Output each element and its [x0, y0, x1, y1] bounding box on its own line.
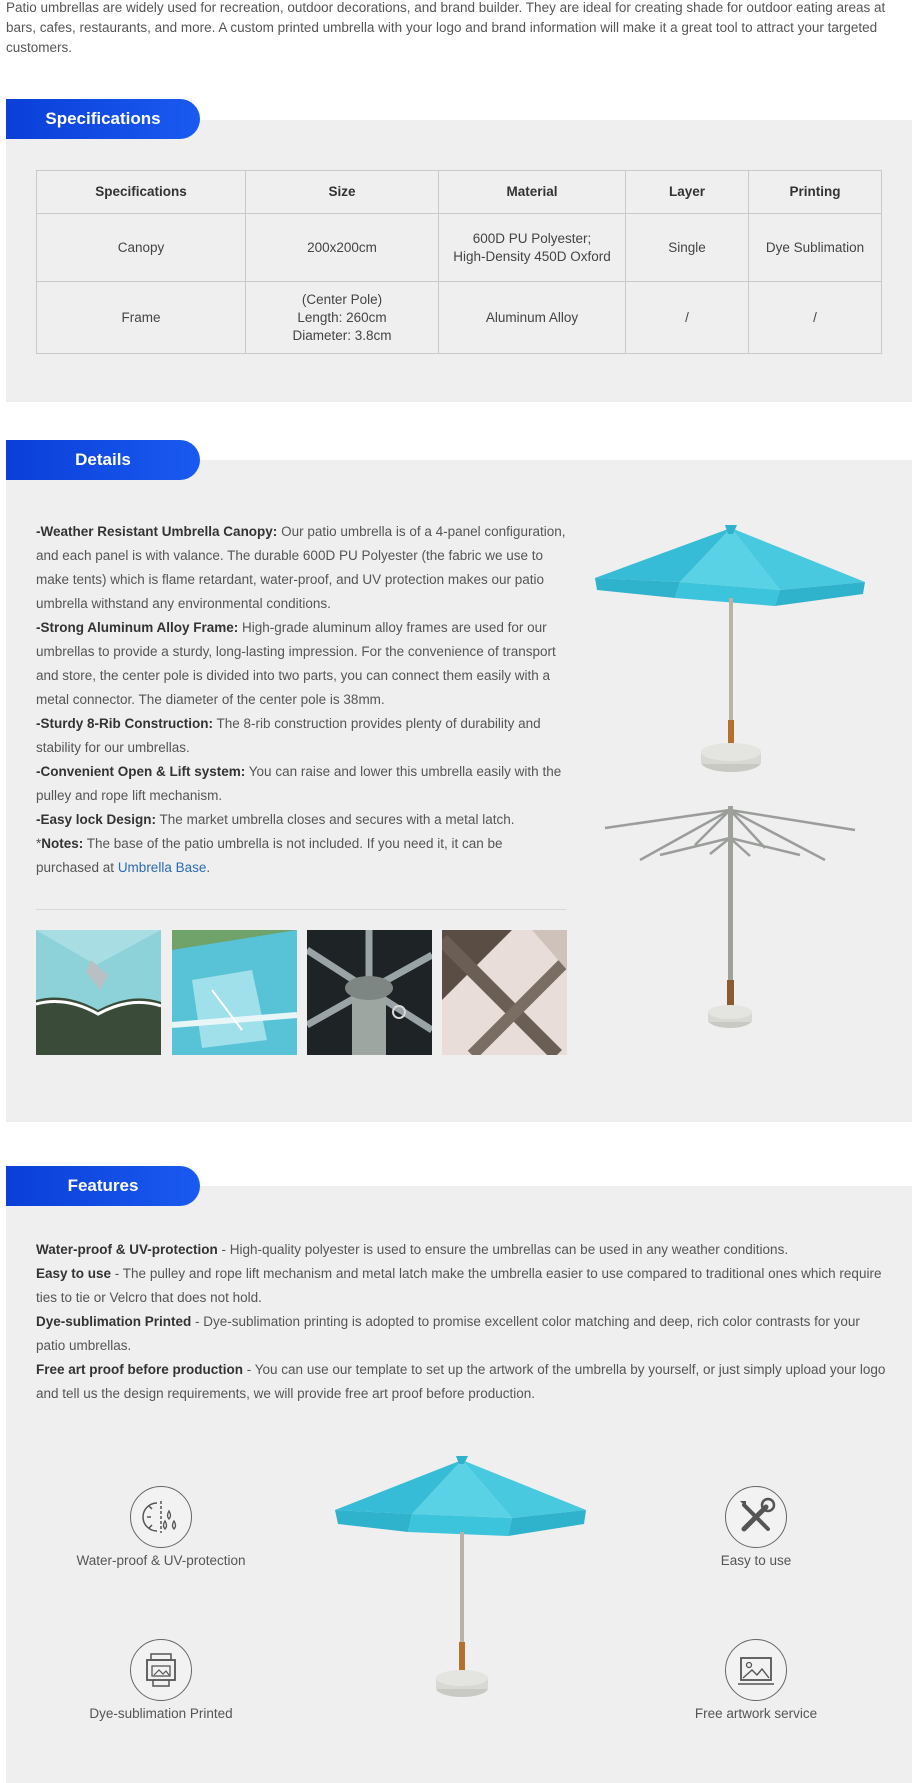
specifications-table	[36, 170, 882, 354]
table-cell	[439, 282, 626, 354]
detail-body: The 8-rib construction provides plenty of durability and stability for our umbrellas.	[36, 716, 541, 755]
feature-title: Dye-sublimation Printed	[36, 1314, 192, 1329]
features-tab: Features	[6, 1166, 200, 1206]
table-header: Material	[439, 171, 626, 214]
feature-item	[36, 1310, 886, 1358]
table-cell: /	[626, 282, 749, 354]
feature-title: Free art proof before production	[36, 1362, 244, 1377]
detail-body: The market umbrella closes and secures with a metal latch.	[156, 812, 515, 827]
frame-rib-image[interactable]	[442, 930, 567, 1055]
detail-note	[36, 832, 568, 880]
detail-title: -Easy lock Design:	[36, 812, 157, 827]
cell-line: (Center Pole)	[301, 291, 383, 307]
detail-item	[36, 712, 568, 760]
table-header: Printing	[749, 171, 882, 214]
detail-body: Our patio umbrella is of a 4-panel configuration, and each panel is with valance. The durable 600D PU Polyester (the fabric we use to make tents) which is flame retardant, water-proof, and UV protection makes our patio umbrella withstand any environmental conditions.	[36, 524, 566, 611]
note-end: .	[206, 860, 211, 875]
detail-title: -Convenient Open & Lift system:	[36, 764, 246, 779]
detail-body: High-grade aluminum alloy frames are used for our umbrellas to provide a sturdy, long-lasting impression. For the convenience of transport and store, the center pole is divided into two parts, you can connect them easily with a metal connector. The diameter of the center pole is 38mm.	[36, 620, 556, 707]
cell-line: Diameter: 3.8cm	[292, 327, 392, 343]
umbrella-open-image	[585, 520, 870, 795]
table-cell: Dye Sublimation	[749, 214, 882, 282]
waterproof-icon	[130, 1486, 192, 1548]
table-cell: Single	[626, 214, 749, 282]
cell-line: Aluminum Alloy	[485, 309, 579, 325]
detail-item	[36, 760, 568, 808]
specifications-tab: Specifications	[6, 99, 200, 139]
details-divider	[36, 909, 566, 910]
umbrella-feature-image	[330, 1452, 590, 1712]
umbrella-frame-image	[600, 800, 860, 1060]
feature-body: - The pulley and rope lift mechanism and metal latch make the umbrella easier to use compared to traditional ones which require ties to tie or Velcro that does not hold.	[36, 1266, 882, 1305]
note-title: Notes:	[41, 836, 84, 851]
note-text: The base of the patio umbrella is not included. If you need it, it can be purchased at	[36, 836, 503, 875]
table-cell	[246, 214, 439, 282]
detail-item	[36, 616, 568, 712]
feature-body: - Dye-sublimation printing is adopted to promise excellent color matching and deep, rich color contrasts for your patio umbrellas.	[36, 1314, 860, 1353]
note-prefix: *	[36, 836, 42, 851]
table-header: Specifications	[37, 171, 246, 214]
features-text	[36, 1238, 886, 1406]
feature-item	[36, 1262, 886, 1310]
umbrella-base-link[interactable]: Umbrella Base	[117, 860, 207, 875]
intro-paragraph: Patio umbrellas are widely used for recreation, outdoor decorations, and brand builder. They are ideal for creating shade for outdoor eating areas at bars, cafes, restaurants, and more. A custom printed umbrella with your logo and brand information will make it a great tool to attract your targeted customers.	[6, 0, 886, 55]
table-cell	[439, 214, 626, 282]
detail-item	[36, 808, 568, 832]
details-tab: Details	[6, 440, 200, 480]
detail-title: -Strong Aluminum Alloy Frame:	[36, 620, 239, 635]
table-row	[37, 282, 882, 354]
waterproof-label: Water-proof & UV-protection	[76, 1553, 246, 1568]
rib-hub-image[interactable]	[307, 930, 432, 1055]
feature-title: Easy to use	[36, 1266, 112, 1281]
table-header: Size	[246, 171, 439, 214]
cell-line: Length: 260cm	[297, 309, 387, 325]
easy-to-use-label: Easy to use	[720, 1553, 792, 1568]
free-artwork-label: Free artwork service	[694, 1706, 818, 1721]
detail-title: -Sturdy 8-Rib Construction:	[36, 716, 213, 731]
cell-line: 200x200cm	[307, 239, 377, 255]
feature-item	[36, 1358, 886, 1406]
table-cell: /	[749, 282, 882, 354]
table-header: Layer	[626, 171, 749, 214]
table-cell	[246, 282, 439, 354]
table-cell: Frame	[37, 282, 246, 354]
table-row	[37, 214, 882, 282]
feature-body: - High-quality polyester is used to ensure the umbrellas can be used in any weather conditions.	[217, 1242, 789, 1257]
printer-icon	[130, 1639, 192, 1701]
cell-line: High-Density 450D Oxford	[453, 248, 611, 264]
detail-body: You can raise and lower this umbrella easily with the pulley and rope lift mechanism.	[36, 764, 562, 803]
table-header-row	[37, 171, 882, 214]
cell-line: 600D PU Polyester;	[472, 230, 592, 246]
canopy-closeup-image[interactable]	[36, 930, 161, 1055]
detail-title: -Weather Resistant Umbrella Canopy:	[36, 524, 278, 539]
dye-sublimation-label: Dye-sublimation Printed	[89, 1706, 233, 1721]
canopy-edge-image[interactable]	[172, 930, 297, 1055]
easy-to-use-icon	[725, 1486, 787, 1548]
artwork-icon	[725, 1639, 787, 1701]
table-cell: Canopy	[37, 214, 246, 282]
feature-title: Water-proof & UV-protection	[36, 1242, 218, 1257]
feature-body: - You can use our template to set up the artwork of the umbrella by yourself, or just simply upload your logo and tell us the design requirements, we will provide free art proof before production.	[36, 1362, 886, 1401]
details-text	[36, 520, 568, 880]
detail-item	[36, 520, 568, 616]
feature-item	[36, 1238, 886, 1262]
